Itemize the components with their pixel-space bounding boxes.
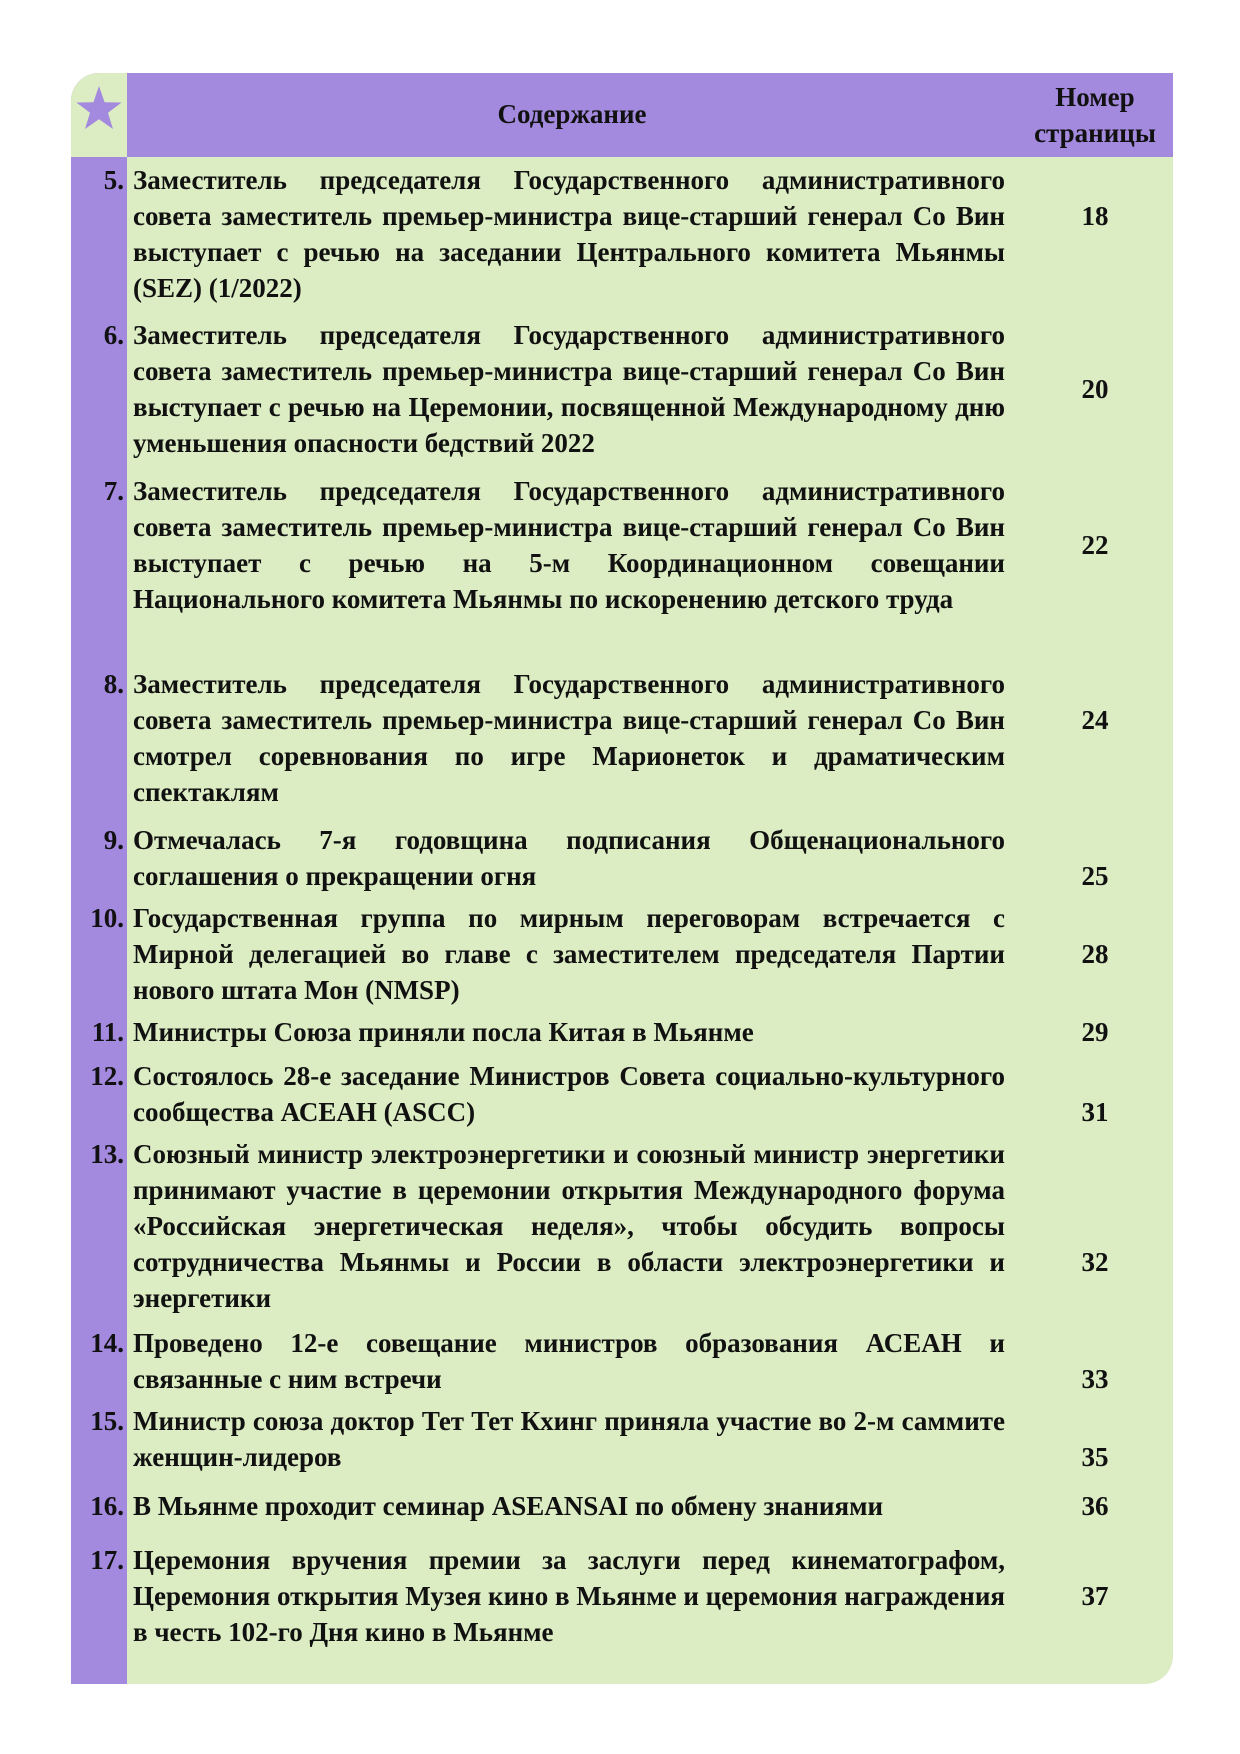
entry-page: 28: [1081, 939, 1109, 969]
entry-page: 22: [1081, 530, 1109, 560]
entry-page: 20: [1081, 374, 1109, 404]
entry-number: 15.: [90, 1406, 124, 1436]
entry-title: Состоялось 28-е заседание Министров Совета социально-культурного сообщества АСЕАН (ASCC): [133, 1061, 1005, 1127]
entry-title: Отмечалась 7-я годовщина подписания Общенационального соглашения о прекращении огня: [133, 825, 1005, 891]
number-column-background: [71, 73, 127, 1684]
entry-title: Заместитель председателя Государственного административного совета заместитель премьер-министра вице-старший генерал Со Вин смотрел соревнования по игре Марионеток и драматическим спектаклям: [133, 669, 1005, 807]
entry-title: Церемония вручения премии за заслуги перед кинематографом, Церемония открытия Музея кино в Мьянме и церемония награждения в честь 102-го Дня кино в Мьянме: [133, 1545, 1005, 1647]
entry-number: 12.: [90, 1061, 124, 1091]
entry-number: 10.: [90, 903, 124, 933]
entry-page: 24: [1081, 705, 1109, 735]
entry-number: 5.: [103, 165, 124, 195]
entry-page: 29: [1081, 1017, 1109, 1047]
toc-title: Содержание: [497, 99, 647, 129]
entry-number: 14.: [90, 1328, 124, 1358]
entry-page: 25: [1081, 861, 1109, 891]
entry-title: В Мьянме проходит семинар ASEANSAI по обмену знаниями: [133, 1491, 884, 1521]
entry-number: 13.: [90, 1139, 124, 1169]
entry-number: 9.: [103, 825, 124, 855]
entry-number: 11.: [91, 1017, 124, 1047]
entry-page: 35: [1081, 1442, 1109, 1472]
entry-page: 31: [1081, 1097, 1109, 1127]
entry-page: 33: [1081, 1364, 1109, 1394]
entry-title: Союзный министр электроэнергетики и союзный министр энергетики принимают участие в церемонии открытия Международного форума «Российская энергетическая неделя», чтобы обсудить вопросы сотрудничества Мьянмы и России в области электроэнергетики и энергетики: [133, 1139, 1005, 1313]
entry-number: 8.: [103, 669, 124, 699]
entry-title: Государственная группа по мирным переговорам встречается с Мирной делегацией во главе с заместителем председателя Партии нового штата Мон (NMSP): [133, 903, 1005, 1005]
page-number-column-title: Номер страницы: [1034, 82, 1156, 148]
entry-page: 37: [1081, 1581, 1109, 1611]
entry-page: 32: [1081, 1247, 1109, 1277]
entry-title: Заместитель председателя Государственного административного совета заместитель премьер-министра вице-старший генерал Со Вин выступает с речью на 5-м Координационном совещании Национального комитета Мьянмы по искоренению детского труда: [133, 476, 1005, 614]
table-of-contents: [71, 73, 1173, 1684]
entry-number: 16.: [90, 1491, 124, 1521]
entry-title: Министры Союза приняли посла Китая в Мьянме: [133, 1017, 754, 1047]
entry-number: 6.: [103, 320, 124, 350]
entry-title: Заместитель председателя Государственного административного совета заместитель премьер-министра вице-старший генерал Со Вин выступает с речью на заседании Центрального комитета Мьянмы (SEZ) (1/2022): [133, 165, 1005, 303]
entry-title: Проведено 12-е совещание министров образования АСЕАН и связанные с ним встречи: [133, 1328, 1005, 1394]
entry-title: Заместитель председателя Государственного административного совета заместитель премьер-министра вице-старший генерал Со Вин выступает с речью на Церемонии, посвященной Международному дню уменьшения опасности бедствий 2022: [133, 320, 1005, 458]
entry-title: Министр союза доктор Тет Тет Кхинг приняла участие во 2-м саммите женщин-лидеров: [133, 1406, 1005, 1472]
star-icon: [75, 84, 123, 132]
entry-number: 7.: [103, 476, 124, 506]
star-cell: [71, 73, 127, 157]
entry-number: 17.: [90, 1545, 124, 1575]
entry-page: 36: [1081, 1491, 1109, 1521]
entry-page: 18: [1081, 201, 1109, 231]
